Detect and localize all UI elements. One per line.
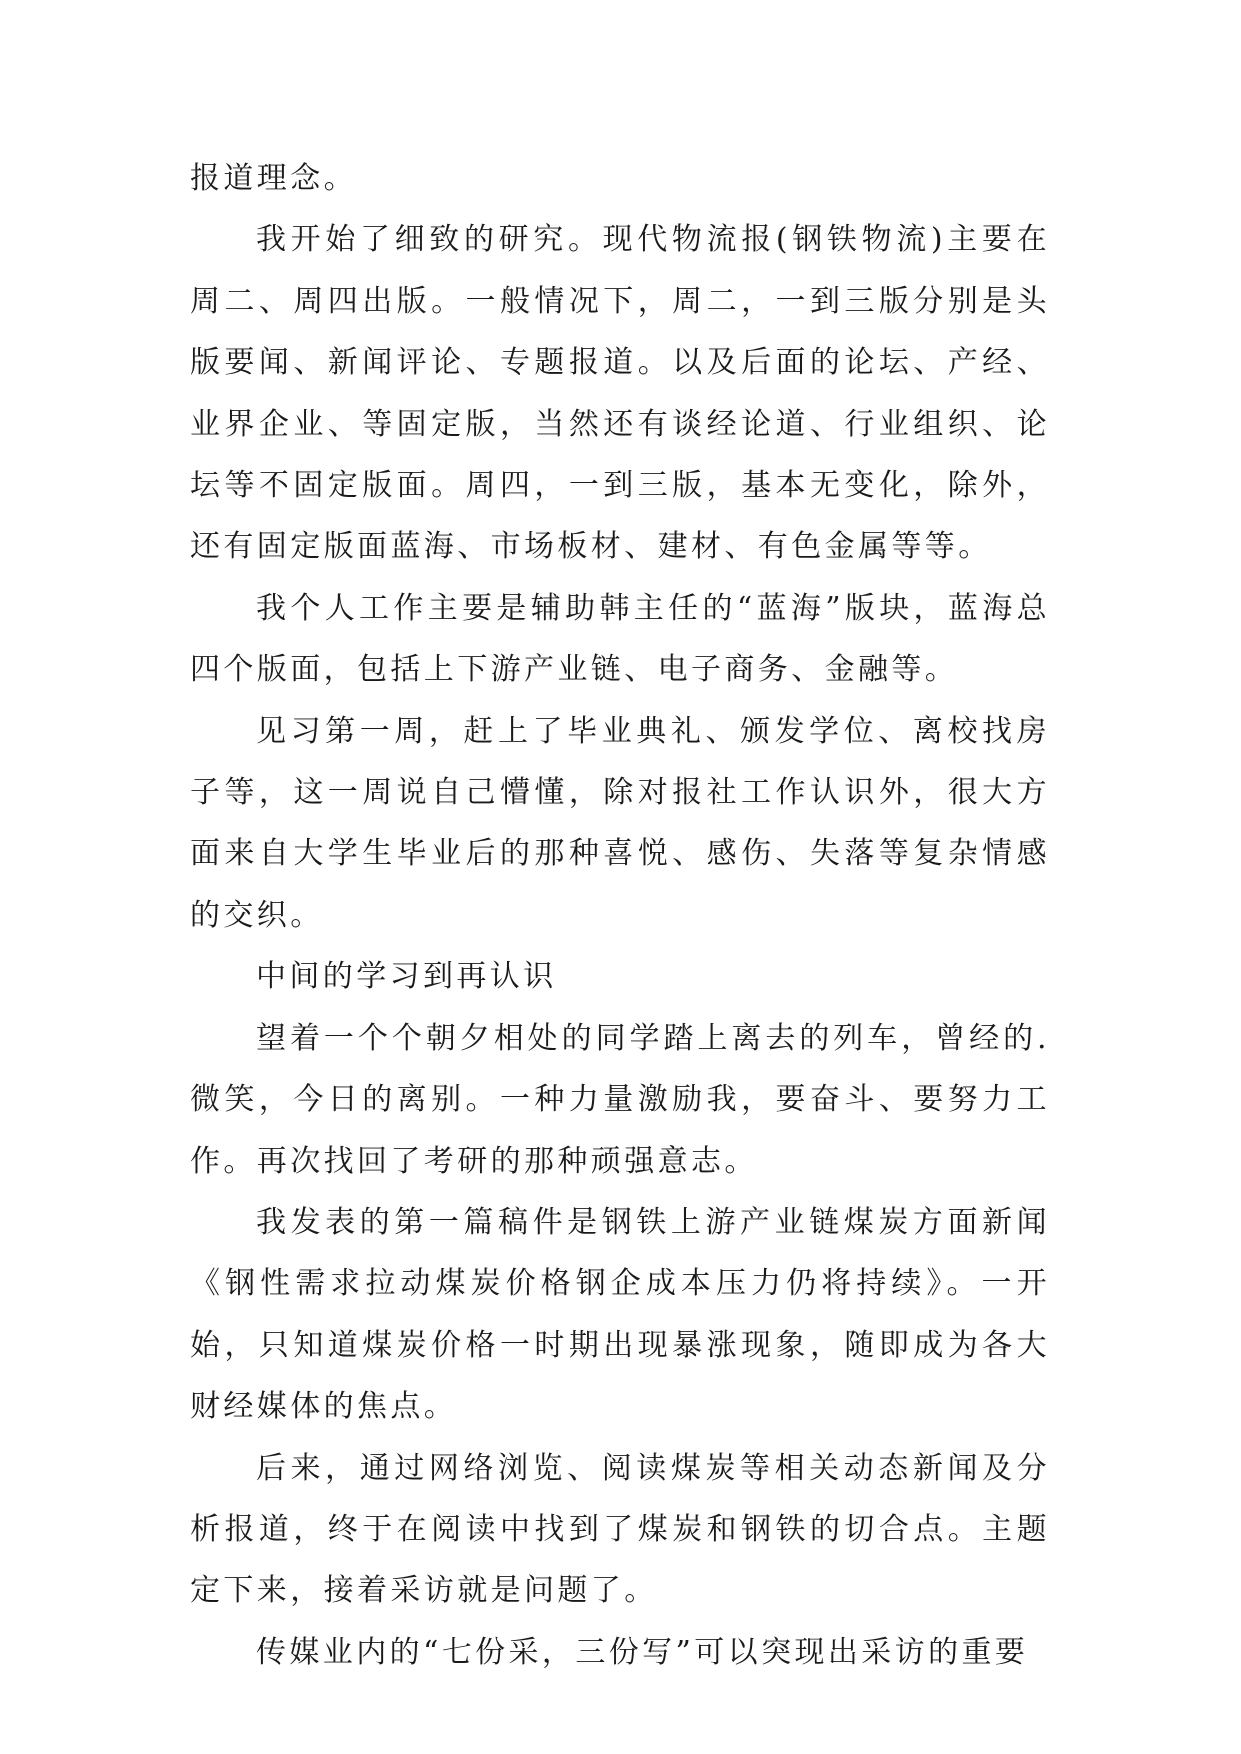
paragraph-4: 见习第一周，赶上了毕业典礼、颁发学位、离校找房子等，这一周说自己懵懂，除对报社工作认识外，很大方面来自大学生毕业后的那种喜悦、感伤、失落等复杂情感的交织。 (190, 713, 1050, 933)
paragraph-6: 我发表的第一篇稿件是钢铁上游产业链煤炭方面新闻《钢性需求拉动煤炭价格钢企成本压力仍将持续》。一开始，只知道煤炭价格一时期出现暴涨现象，随即成为各大财经媒体的焦点。 (190, 1204, 1050, 1425)
paragraph-2: 我开始了细致的研究。现代物流报(钢铁物流)主要在周二、周四出版。一般情况下，周二，一到三版分别是头版要闻、新闻评论、专题报道。以及后面的论坛、产经、业界企业、等固定版，当然还有谈经论道、行业组织、论坛等不固定版面。周四，一到三版，基本无变化，除外，还有固定版面蓝海、市场板材、建材、有色金属等等。 (190, 222, 1050, 565)
document-body (190, 148, 1050, 1683)
paragraph-3: 我个人工作主要是辅助韩主任的“蓝海”版块，蓝海总四个版面，包括上下游产业链、电子商务、金融等。 (190, 590, 1050, 688)
paragraph-5: 望着一个个朝夕相处的同学踏上离去的列车，曾经的.微笑，今日的离别。一种力量激励我，要奋斗、要努力工作。再次找回了考研的那种顽强意志。 (190, 1020, 1050, 1179)
section-heading: 中间的学习到再认识 (256, 959, 557, 995)
paragraph-7: 后来，通过网络浏览、阅读煤炭等相关动态新闻及分析报道，终于在阅读中找到了煤炭和钢铁的切合点。主题定下来，接着采访就是问题了。 (190, 1450, 1050, 1609)
paragraph-8: 传媒业内的“七份采，三份写”可以突现出采访的重要 (256, 1634, 1029, 1670)
paragraph-1: 报道理念。 (190, 161, 357, 196)
